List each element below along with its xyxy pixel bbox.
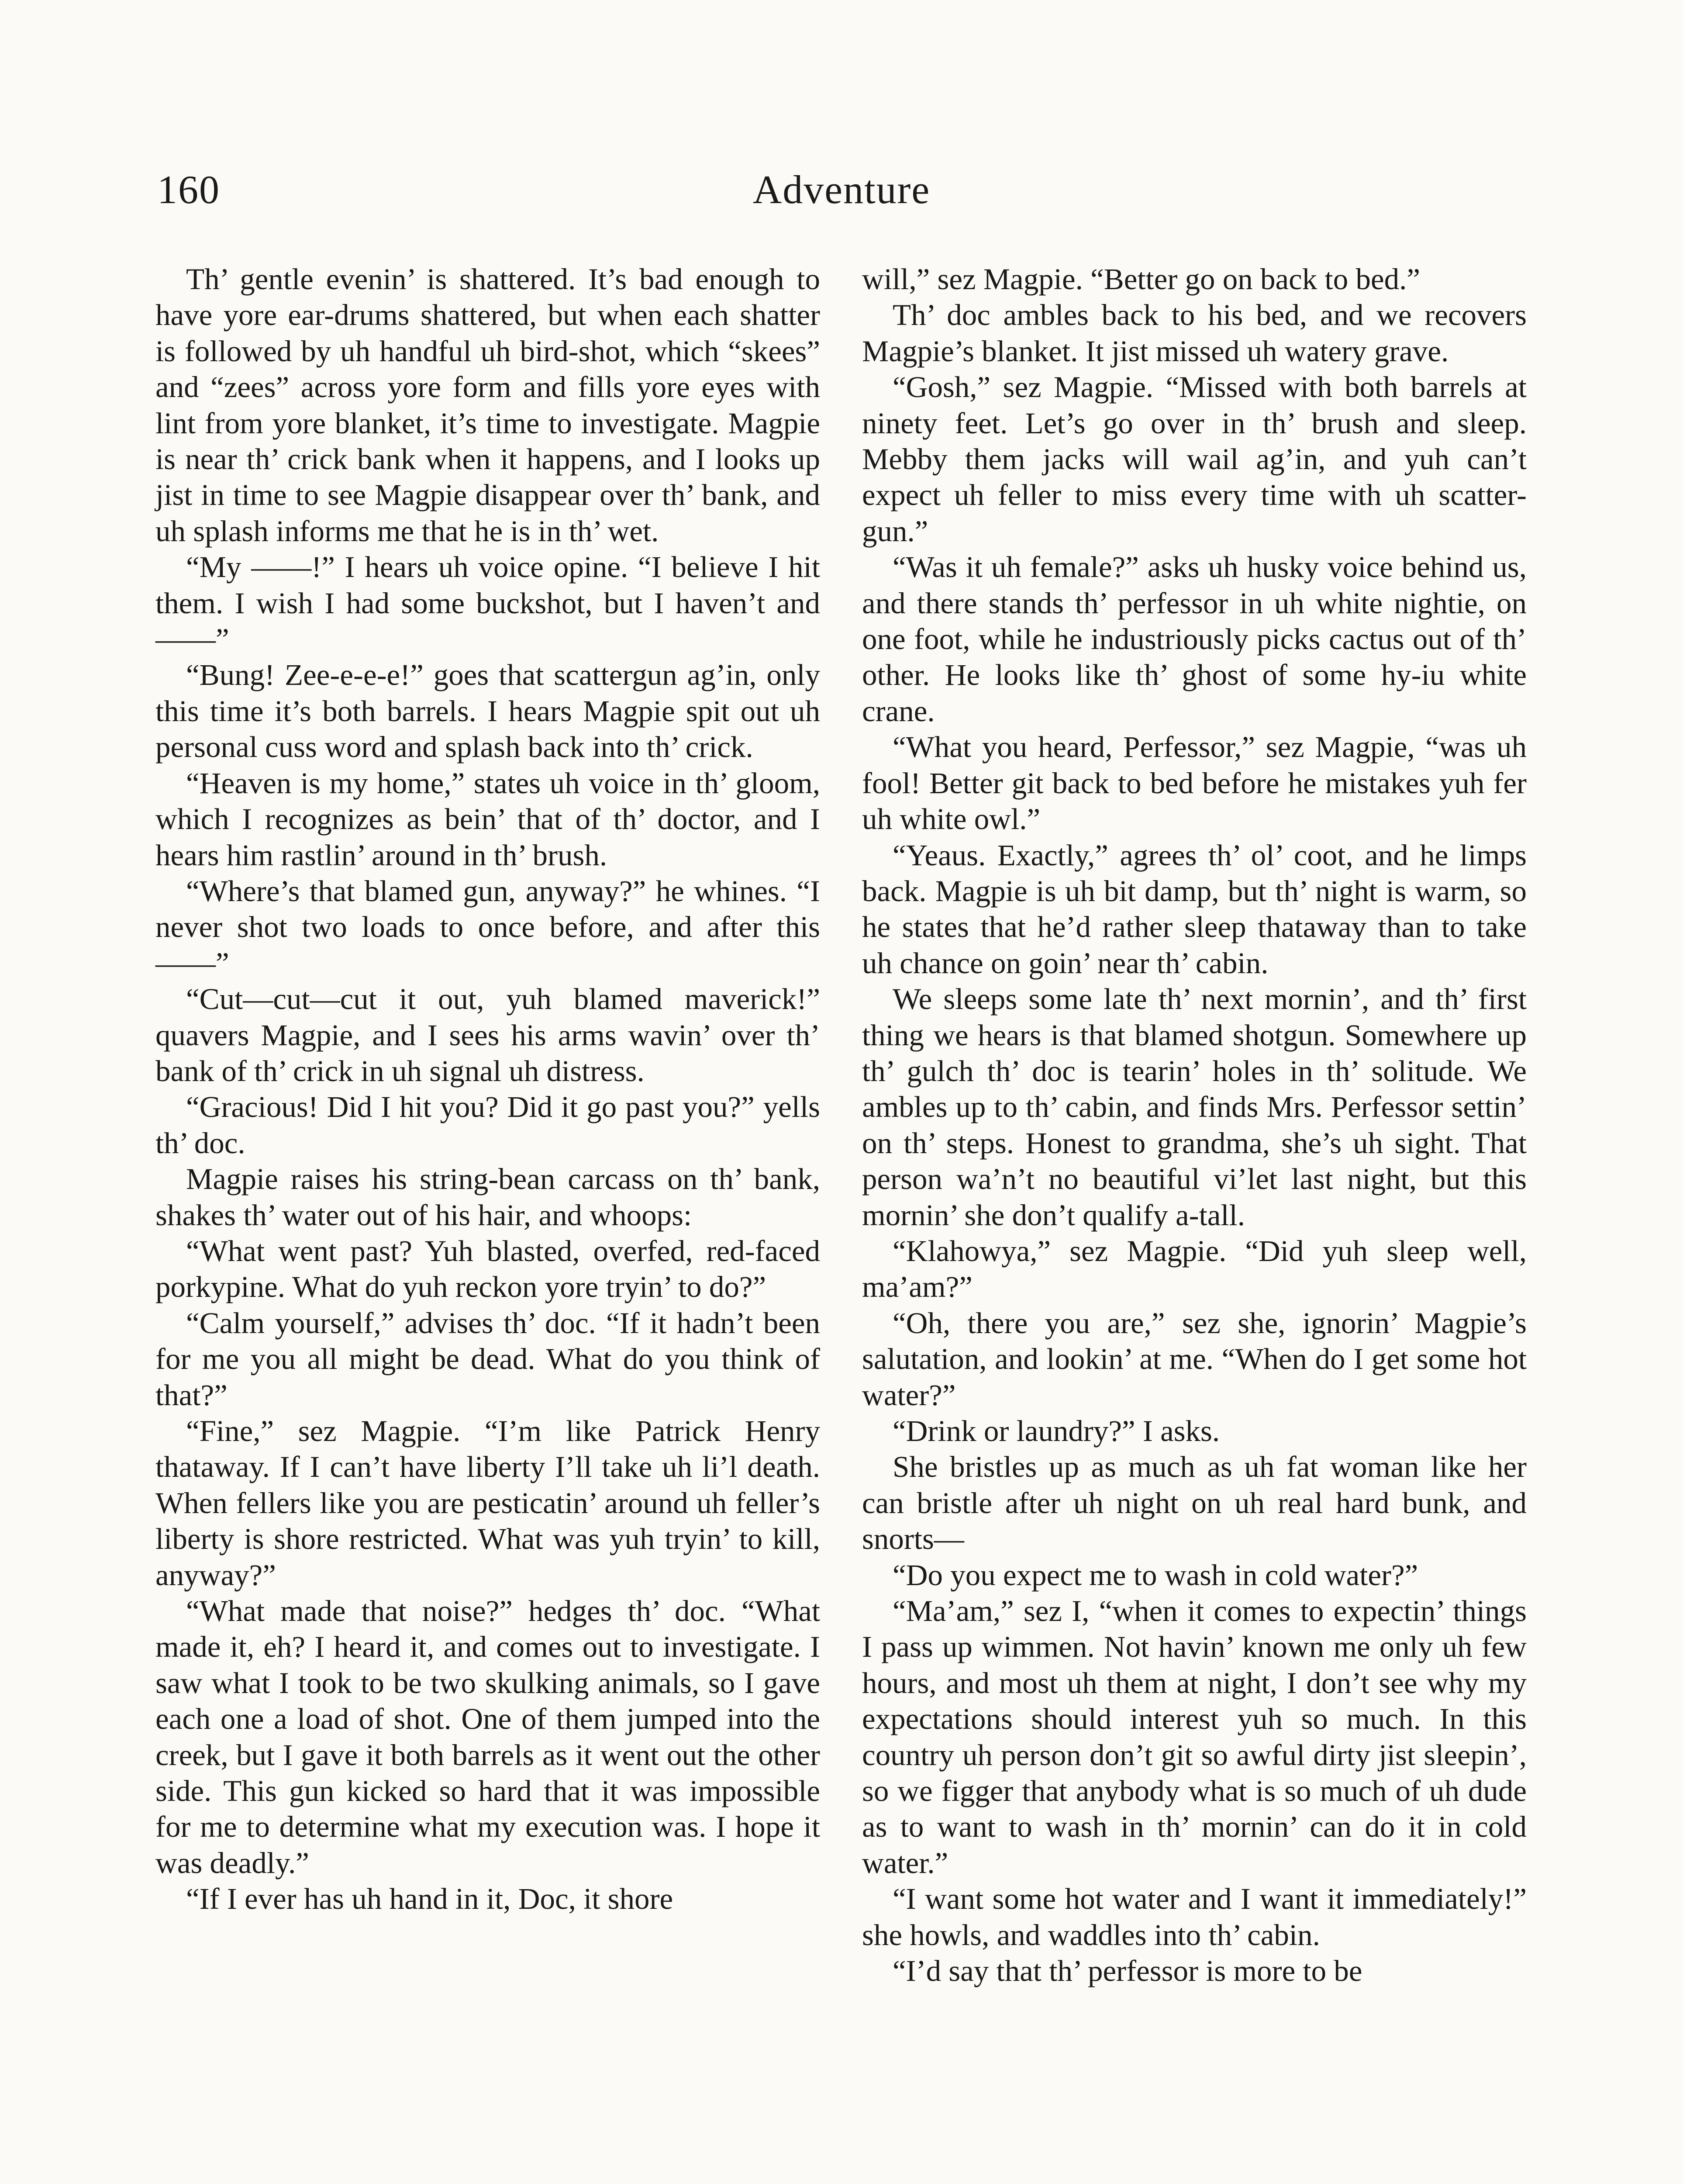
paragraph: “Cut—cut—cut it out, yuh blamed maverick!” quavers Magpie, and I sees his arms wavin’ over th’ bank of th’ crick in uh signal uh distress. bbox=[155, 982, 820, 1088]
page-number: 160 bbox=[157, 167, 220, 212]
paragraph: “Fine,” sez Magpie. “I’m like Patrick Henry thataway. If I can’t have liberty I’ll take uh li’l death. When fellers like you are pesticatin’ around uh feller’s liberty is shore restricted. What was yuh tryin’ to kill, anyway?” bbox=[155, 1414, 820, 1592]
left-column bbox=[155, 261, 820, 1917]
paragraph: “Drink or laundry?” I asks. bbox=[893, 1414, 1220, 1448]
paragraph: “Calm yourself,” advises th’ doc. “If it hadn’t been for me you all might be dead. What do you think of that?” bbox=[155, 1306, 820, 1412]
paragraph: Th’ doc ambles back to his bed, and we recovers Magpie’s blanket. It jist missed uh watery grave. bbox=[862, 298, 1527, 368]
paragraph: “Was it uh female?” asks uh husky voice behind us, and there stands th’ perfessor in uh white nightie, on one foot, while he industriously picks cactus out of th’ other. He looks like th’ ghost of some hy-iu white crane. bbox=[862, 550, 1527, 728]
paragraph: “What you heard, Perfessor,” sez Magpie, “was uh fool! Better git back to bed before he mistakes yuh fer uh white owl.” bbox=[862, 730, 1527, 836]
paragraph: “My ——!” I hears uh voice opine. “I believe I hit them. I wish I had some buckshot, but I haven’t and ——” bbox=[155, 550, 820, 656]
paragraph: Th’ gentle evenin’ is shattered. It’s bad enough to have yore ear-drums shattered, but when each shatter is followed by uh handful uh bird-shot, which “skees” and “zees” across yore form and fills yore eyes with lint from yore blanket, it’s time to investigate. Magpie is near th’ crick bank when it happens, and I looks up jist in time to see Magpie disappear over th’ bank, and uh splash informs me that he is in th’ wet. bbox=[155, 263, 820, 548]
paragraph: “Where’s that blamed gun, anyway?” he whines. “I never shot two loads to once before, and after this——” bbox=[155, 874, 820, 980]
paragraph: “Heaven is my home,” states uh voice in th’ gloom, which I recognizes as bein’ that of th’ doctor, and I hears him rastlin’ around in th’ brush. bbox=[155, 766, 820, 872]
paragraph: “I want some hot water and I want it immediately!” she howls, and waddles into th’ cabin. bbox=[862, 1882, 1527, 1952]
running-head: Adventure bbox=[752, 167, 931, 212]
paragraph: We sleeps some late th’ next mornin’, and th’ first thing we hears is that blamed shotgun. Somewhere up th’ gulch th’ doc is tearin’ holes in th’ solitude. We ambles up to th’ cabin, and finds Mrs. Perfessor settin’ on th’ steps. Honest to grandma, she’s uh sight. That person wa’n’t no beautiful vi’let last night, but this mornin’ she don’t qualify a-tall. bbox=[862, 982, 1527, 1232]
paragraph: She bristles up as much as uh fat woman like her can bristle after uh night on uh real hard bunk, and snorts— bbox=[862, 1450, 1527, 1556]
paragraph: “Do you expect me to wash in cold water?” bbox=[893, 1558, 1418, 1592]
paragraph: “Gracious! Did I hit you? Did it go past you?” yells th’ doc. bbox=[155, 1090, 820, 1160]
paragraph: “Bung! Zee-e-e-e!” goes that scattergun ag’in, only this time it’s both barrels. I hears Magpie spit out uh personal cuss word and splash back into th’ crick. bbox=[155, 658, 820, 764]
paragraph: “Klahowya,” sez Magpie. “Did yuh sleep well, ma’am?” bbox=[862, 1234, 1527, 1304]
paragraph: “What went past? Yuh blasted, overfed, red-faced porkypine. What do yuh reckon yore tryin’ to do?” bbox=[155, 1234, 820, 1304]
paragraph: “I’d say that th’ perfessor is more to be bbox=[893, 1954, 1362, 1988]
paragraph: “What made that noise?” hedges th’ doc. “What made it, eh? I heard it, and comes out to investigate. I saw what I took to be two skulking animals, so I gave each one a load of shot. One of them jumped into the creek, but I gave it both barrels as it went out the other side. This gun kicked so hard that it was impossible for me to determine what my execution was. I hope it was deadly.” bbox=[155, 1594, 820, 1880]
paragraph: “Gosh,” sez Magpie. “Missed with both barrels at ninety feet. Let’s go over in th’ brush and sleep. Mebby them jacks will wail ag’in, and yuh can’t expect uh feller to miss every time with uh scatter-gun.” bbox=[862, 370, 1527, 548]
paragraph: “Yeaus. Exactly,” agrees th’ ol’ coot, and he limps back. Magpie is uh bit damp, but th’ night is warm, so he states that he’d rather sleep thataway than to take uh chance on goin’ near th’ cabin. bbox=[862, 838, 1527, 980]
paragraph: “Ma’am,” sez I, “when it comes to expectin’ things I pass up wimmen. Not havin’ known me only uh few hours, and most uh them at night, I don’t see why my expectations should interest yuh so much. In this country uh person don’t git so awful dirty jist sleepin’, so we figger that anybody what is so much of uh dude as to want to wash in th’ mornin’ can do it in cold water.” bbox=[862, 1594, 1527, 1880]
paragraph: “If I ever has uh hand in it, Doc, it shore bbox=[186, 1882, 673, 1916]
paragraph: Magpie raises his string-bean carcass on th’ bank, shakes th’ water out of his hair, and whoops: bbox=[155, 1162, 820, 1232]
paragraph-continued: will,” sez Magpie. “Better go on back to bed.” bbox=[862, 263, 1420, 296]
paragraph: “Oh, there you are,” sez she, ignorin’ Magpie’s salutation, and lookin’ at me. “When do I get some hot water?” bbox=[862, 1306, 1527, 1412]
right-column bbox=[862, 261, 1527, 1989]
